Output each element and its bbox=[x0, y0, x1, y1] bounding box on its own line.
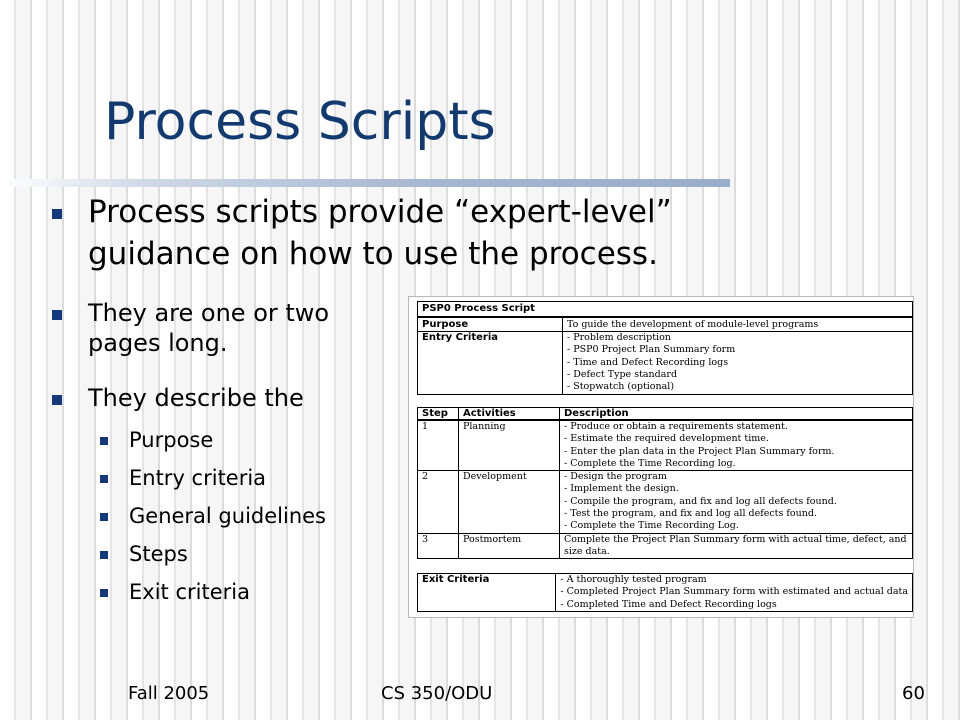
slide-title: Process Scripts bbox=[104, 92, 496, 152]
list-item: - Time and Defect Recording logs bbox=[567, 357, 908, 369]
bullet-square-icon bbox=[52, 395, 62, 405]
entry-criteria-list bbox=[567, 332, 908, 393]
list-item: - Defect Type standard bbox=[567, 369, 908, 381]
script-steps-table bbox=[417, 407, 913, 559]
sub-bullet-text: Exit criteria bbox=[129, 580, 250, 604]
footer-course: CS 350/ODU bbox=[381, 683, 493, 704]
bullet-square-icon bbox=[52, 209, 62, 219]
bullet-square-icon bbox=[100, 437, 108, 445]
step-description bbox=[560, 471, 913, 533]
bullet-text: They are one or two pages long. bbox=[88, 299, 330, 357]
step-description-list bbox=[564, 421, 908, 470]
table-row bbox=[418, 471, 913, 533]
entry-label: Entry Criteria bbox=[418, 332, 563, 395]
bullet-square-icon bbox=[100, 551, 108, 559]
sub-bullet-text: Steps bbox=[129, 542, 188, 566]
entry-criteria-cell bbox=[563, 332, 913, 395]
process-script-figure bbox=[408, 296, 914, 618]
list-item: - Implement the design. bbox=[564, 483, 908, 495]
list-item: - Completed Time and Defect Recording logs bbox=[560, 599, 908, 611]
step-activity: Planning bbox=[459, 420, 560, 471]
sub-bullet-text: Entry criteria bbox=[129, 466, 267, 490]
list-item: - Enter the plan data in the Project Plan Summary form. bbox=[564, 446, 908, 458]
list-item: - Problem description bbox=[567, 332, 908, 344]
list-item: - Complete the Time Recording Log. bbox=[564, 520, 908, 532]
step-activity: Postmortem bbox=[459, 533, 560, 559]
table-row bbox=[418, 302, 913, 318]
sub-bullet bbox=[98, 427, 398, 465]
footer-page-number: 60 bbox=[902, 683, 925, 704]
list-item: - Complete the Time Recording log. bbox=[564, 458, 908, 470]
sub-bullet bbox=[98, 541, 398, 579]
sub-bullet-text: Purpose bbox=[129, 428, 214, 452]
sub-bullet bbox=[98, 579, 398, 617]
list-item: - Test the program, and fix and log all defects found. bbox=[564, 508, 908, 520]
exit-label: Exit Criteria bbox=[418, 574, 556, 612]
step-number: 3 bbox=[418, 533, 459, 559]
table-row bbox=[418, 533, 913, 559]
exit-criteria-cell bbox=[556, 574, 913, 612]
list-item: - Completed Project Plan Summary form with estimated and actual data bbox=[560, 586, 908, 598]
script-exit-table bbox=[417, 573, 913, 612]
list-item: - A thoroughly tested program bbox=[560, 574, 908, 586]
sub-bullet-list bbox=[98, 427, 398, 617]
list-item: - Compile the program, and fix and log all defects found. bbox=[564, 496, 908, 508]
script-title: PSP0 Process Script bbox=[418, 302, 913, 318]
column-header: Step bbox=[418, 408, 459, 421]
list-item: - Stopwatch (optional) bbox=[567, 381, 908, 393]
sub-bullet bbox=[98, 503, 398, 541]
step-number: 1 bbox=[418, 420, 459, 471]
table-row bbox=[418, 420, 913, 471]
purpose-label: Purpose bbox=[418, 317, 563, 332]
column-header: Description bbox=[560, 408, 913, 421]
table-row bbox=[418, 574, 913, 612]
bullet-text: Process scripts provide “expert-level” guidance on how to use the process. bbox=[88, 194, 672, 272]
script-header-table bbox=[417, 301, 913, 395]
step-description-list bbox=[564, 471, 908, 532]
list-item: - Produce or obtain a requirements statement. bbox=[564, 421, 908, 433]
step-description: Complete the Project Plan Summary form with actual time, defect, and size data. bbox=[560, 533, 913, 559]
bullet-length bbox=[52, 298, 382, 358]
column-header: Activities bbox=[459, 408, 560, 421]
footer-date: Fall 2005 bbox=[128, 683, 210, 704]
list-item: - PSP0 Project Plan Summary form bbox=[567, 344, 908, 356]
sub-bullet-text: General guidelines bbox=[129, 504, 326, 528]
title-rule bbox=[0, 179, 730, 187]
table-row bbox=[418, 317, 913, 332]
bullet-main bbox=[52, 191, 792, 275]
step-description bbox=[560, 420, 913, 471]
purpose-text: To guide the development of module-level programs bbox=[563, 317, 913, 332]
table-row bbox=[418, 408, 913, 421]
bullet-square-icon bbox=[100, 589, 108, 597]
list-item: - Design the program bbox=[564, 471, 908, 483]
bullet-text: They describe the bbox=[88, 384, 304, 412]
list-item: - Estimate the required development time. bbox=[564, 433, 908, 445]
bullet-square-icon bbox=[100, 475, 108, 483]
exit-criteria-list bbox=[560, 574, 908, 611]
bullet-square-icon bbox=[52, 310, 62, 320]
bullet-describe bbox=[52, 383, 382, 413]
step-activity: Development bbox=[459, 471, 560, 533]
step-number: 2 bbox=[418, 471, 459, 533]
sub-bullet bbox=[98, 465, 398, 503]
table-row bbox=[418, 332, 913, 395]
bullet-square-icon bbox=[100, 513, 108, 521]
